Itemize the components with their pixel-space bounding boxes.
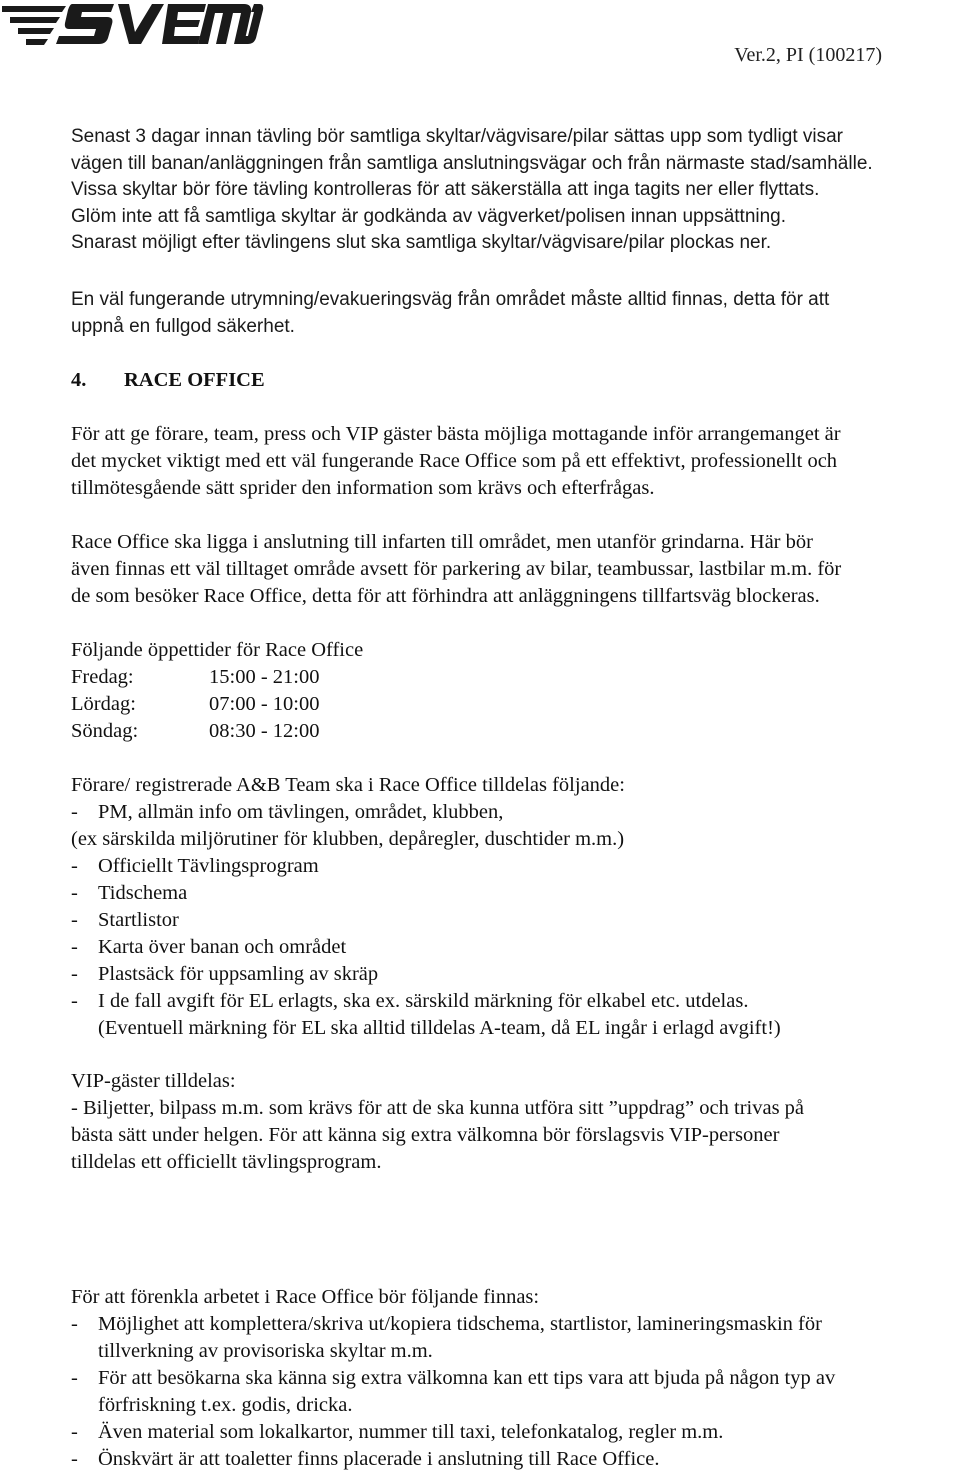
text-line: tilldelas ett officiellt tävlingsprogram.: [71, 1151, 382, 1173]
hours-row: [71, 664, 363, 691]
text-line: vägen till banan/anläggningen från samtliga anslutningsvägar och från närmaste stad/samhälle.: [71, 152, 873, 174]
simplify-list: [71, 1284, 835, 1473]
evacuation-paragraph: [71, 287, 829, 340]
list-item: - För att besökarna ska känna sig extra välkomna kan ett tips vara att bjuda på någon typ av förfriskning t.ex. godis, dricka.: [71, 1367, 836, 1416]
text-line: de som besöker Race Office, detta för att förhindra att anläggningens tillfartsväg blockeras.: [71, 585, 820, 607]
list-item: - PM, allmän info om tävlingen, området, klubben,: [71, 801, 504, 823]
version-label: Ver.2, PI (100217): [734, 44, 882, 66]
text-line: även finnas ett väl tilltaget område avsett för parkering av bilar, teambussar, lastbilar m.m. för: [71, 558, 842, 580]
hours-row: [71, 718, 363, 745]
hours-day: Fredag:: [71, 666, 134, 688]
signs-paragraph: [71, 124, 873, 257]
text-line: Snarast möjligt efter tävlingens slut ska samtliga skyltar/vägvisare/pilar plockas ner.: [71, 232, 772, 253]
list-note: (Eventuell märkning för EL ska alltid tilldelas A-team, då EL ingår i erlagd avgift!): [98, 1017, 781, 1039]
list-item: - Möjlighet att komplettera/skriva ut/kopiera tidschema, startlistor, lamineringsmaskin för tillverkning av provisoriska skyltar m.m.: [71, 1313, 822, 1362]
svemo-logo: [2, 0, 264, 46]
list-item: - I de fall avgift för EL erlagts, ska ex. särskild märkning för elkabel etc. utdelas.: [71, 990, 749, 1012]
text-line: Glöm inte att få samtliga skyltar är godkända av vägverket/polisen innan uppsättning.: [71, 205, 787, 227]
location-paragraph: [71, 529, 841, 610]
list-item: - Önskvärt är att toaletter finns placerade i anslutning till Race Office.: [71, 1448, 660, 1470]
hours-time: 07:00 - 10:00: [209, 693, 320, 715]
list-item: - Tidschema: [71, 882, 188, 904]
section-heading: [71, 367, 265, 394]
text-line: Vissa skyltar bör före tävling kontrolleras för att säkerställa att inga tagits ner eller flyttats.: [71, 179, 820, 200]
hours-title: Följande öppettider för Race Office: [71, 639, 364, 661]
text-line: bästa sätt under helgen. För att känna sig extra välkomna bör förslagsvis VIP-personer: [71, 1124, 780, 1146]
list-item: - Plastsäck för uppsamling av skräp: [71, 963, 379, 985]
drivers-list: [71, 772, 781, 1042]
vip-section: [71, 1068, 804, 1176]
list-note: (ex särskilda miljörutiner för klubben, depåregler, duschtider m.m.): [71, 828, 625, 850]
hours-day: Lördag:: [71, 693, 136, 715]
text-line: Senast 3 dagar innan tävling bör samtliga skyltar/vägvisare/pilar sättas upp som tydligt visar: [71, 126, 843, 147]
text-line: - Biljetter, bilpass m.m. som krävs för att de ska kunna utföra sitt ”uppdrag” och trivas på: [71, 1097, 805, 1119]
hours-time: 08:30 - 12:00: [209, 720, 320, 742]
opening-hours: [71, 637, 363, 745]
list-item: - Karta över banan och området: [71, 936, 347, 958]
list-item: - Officiellt Tävlingsprogram: [71, 855, 319, 877]
text-line: För att ge förare, team, press och VIP gäster bästa möjliga mottagande inför arrangemanget är: [71, 423, 841, 445]
drivers-title: Förare/ registrerade A&B Team ska i Race Office tilldelas följande:: [71, 774, 625, 796]
text-line: Race Office ska ligga i anslutning till infarten till området, men utanför grindarna. Här bör: [71, 531, 813, 553]
intro-paragraph: [71, 421, 841, 502]
list-item: - Startlistor: [71, 909, 179, 931]
hours-day: Söndag:: [71, 720, 139, 742]
hours-time: 15:00 - 21:00: [209, 666, 320, 688]
simplify-title: För att förenkla arbetet i Race Office bör följande finnas:: [71, 1286, 540, 1308]
list-item: - Även material som lokalkartor, nummer till taxi, telefonkatalog, regler m.m.: [71, 1421, 724, 1443]
hours-row: [71, 691, 363, 718]
section-number: 4.: [71, 369, 87, 391]
text-line: tillmötesgående sätt sprider den information som krävs och efterfrågas.: [71, 477, 655, 499]
text-line: det mycket viktigt med ett väl fungerande Race Office som på ett effektivt, professionellt och: [71, 450, 838, 472]
section-title: RACE OFFICE: [124, 369, 265, 391]
text-line: uppnå en fullgod säkerhet.: [71, 315, 295, 337]
vip-title: VIP-gäster tilldelas:: [71, 1070, 236, 1092]
text-line: En väl fungerande utrymning/evakueringsväg från området måste alltid finnas, detta för att: [71, 289, 830, 310]
